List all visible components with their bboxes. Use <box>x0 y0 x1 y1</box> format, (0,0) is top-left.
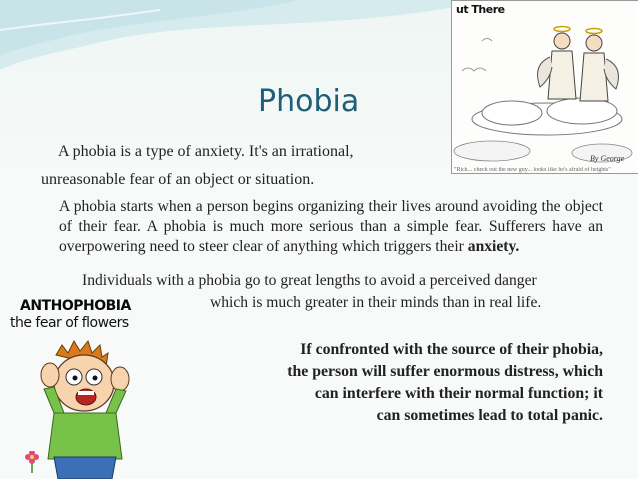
cartoon-header: ut There <box>456 3 505 16</box>
flower-icon <box>22 451 42 473</box>
angels-cartoon <box>451 0 638 174</box>
anthophobia-cartoon <box>8 297 188 479</box>
cartoon-signature: By George <box>590 154 625 163</box>
wave-decoration <box>0 0 460 90</box>
paragraph-panic-line-2: the person will suffer enormous distress, which <box>287 363 603 380</box>
cartoon-caption: "Rick... check out the new guy... looks like he's afraid of heights" <box>454 167 611 173</box>
definition-line-2: unreasonable fear of an object or situation. <box>41 171 315 188</box>
paragraph-danger-line-1: Individuals with a phobia go to great lengths to avoid a perceived danger <box>82 272 537 289</box>
paragraph-organizing <box>59 197 603 257</box>
definition-line-1: A phobia is a type of anxiety. It's an irrational, <box>58 143 354 160</box>
cartoon-subtitle: the fear of flowers <box>10 315 129 331</box>
paragraph-danger-line-2: which is much greater in their minds than in real life. <box>210 294 542 311</box>
paragraph-panic <box>218 339 603 427</box>
slide-title: Phobia <box>258 84 360 119</box>
paragraph-panic-line-3: can interfere with their normal function; it <box>314 385 603 402</box>
cloud-icon <box>452 1 638 173</box>
paragraph-panic-line-4: can sometimes lead to total panic. <box>376 407 603 424</box>
cartoon-title: ANTHOPHOBIA <box>20 298 131 314</box>
angel-icon <box>538 27 619 102</box>
paragraph-organizing-text: A phobia starts when a person begins organizing their lives around avoiding the object of their fear. A phobia is much more serious than a simple fear. Sufferers have an overpowering need to steer clear of anything which triggers their <box>59 198 603 255</box>
anxiety-emphasis: anxiety. <box>467 238 520 255</box>
paragraph-panic-line-1: If confronted with the source of their phobia, <box>300 341 603 358</box>
